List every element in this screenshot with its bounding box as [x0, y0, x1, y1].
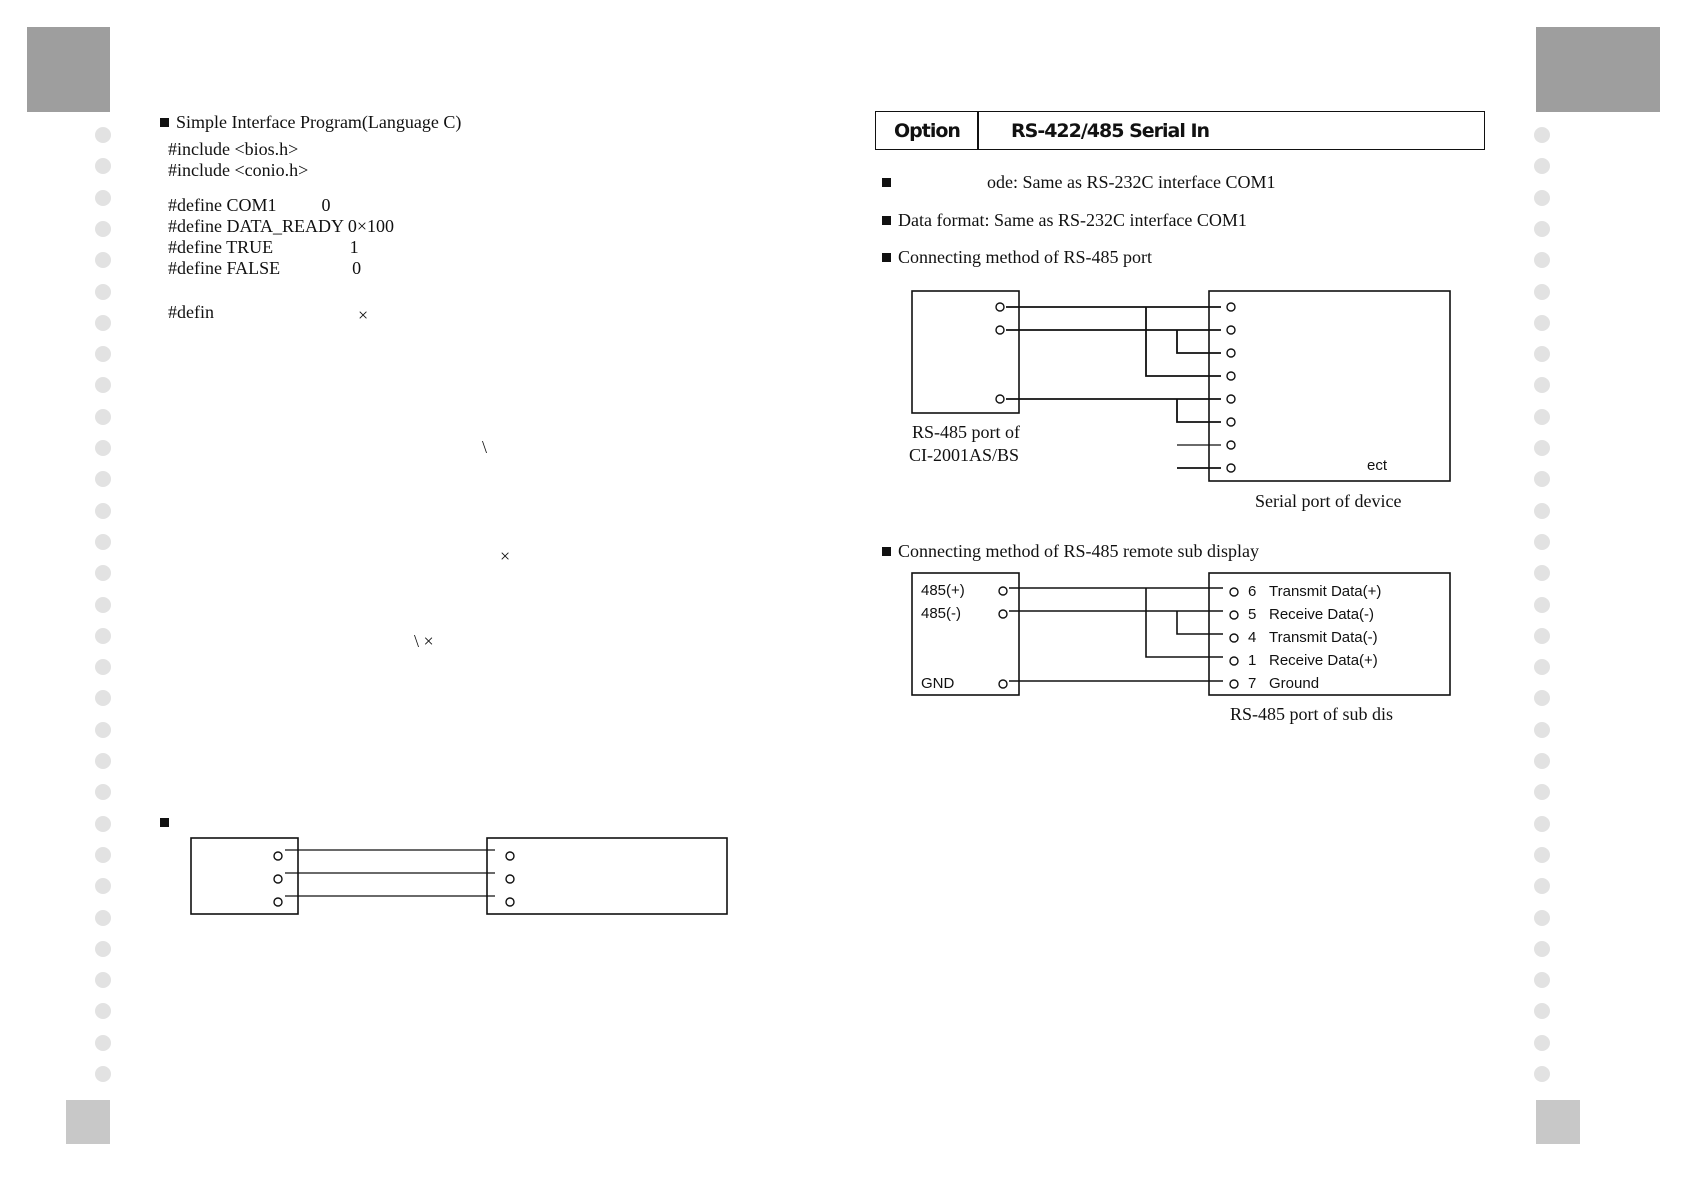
binder-hole	[95, 503, 111, 519]
binder-hole	[95, 722, 111, 738]
stray-mark-backslash-x: \ ×	[414, 631, 434, 651]
binder-hole	[95, 972, 111, 988]
bullet-connecting-rs485-text: Connecting method of RS-485 port	[898, 247, 1152, 267]
rs485-sub-display-diagram	[900, 567, 1460, 707]
binder-hole	[95, 878, 111, 894]
diagram1-bottom-caption: Serial port of device	[1255, 491, 1402, 511]
binder-hole	[1534, 910, 1550, 926]
code-line-5: #define TRUE 1	[168, 237, 359, 257]
bottom-bullet	[160, 812, 176, 833]
binder-hole	[95, 910, 111, 926]
binder-hole	[95, 315, 111, 331]
bullet-square-icon	[882, 216, 891, 225]
binder-hole	[1534, 315, 1550, 331]
program-heading-text: Simple Interface Program(Language C)	[176, 112, 462, 132]
left-pin-label-485-plus: 485(+)	[921, 582, 965, 599]
binder-hole	[95, 409, 111, 425]
binder-hole	[1534, 1003, 1550, 1019]
binder-hole	[95, 221, 111, 237]
binder-hole	[1534, 1066, 1550, 1082]
binder-hole	[1534, 847, 1550, 863]
binder-hole	[95, 565, 111, 581]
binder-hole	[95, 471, 111, 487]
binder-hole	[95, 158, 111, 174]
code-line-4: #define DATA_READY 0×100	[168, 216, 395, 236]
code-line-6: #define FALSE 0	[168, 258, 362, 278]
stray-mark-backslash: \	[482, 437, 488, 457]
binder-hole	[1534, 377, 1550, 393]
bullet-square-icon	[160, 118, 169, 127]
binder-hole	[1534, 628, 1550, 644]
corner-tab-bottom-right	[1536, 1100, 1580, 1144]
right-pin-label: Transmit Data(-)	[1269, 629, 1378, 646]
bullet-square-icon	[882, 178, 891, 187]
binder-hole	[1534, 284, 1550, 300]
bullet-connecting-sub-display	[882, 541, 1259, 562]
binder-hole	[95, 597, 111, 613]
binder-hole	[95, 816, 111, 832]
right-pin-label: Receive Data(-)	[1269, 606, 1375, 623]
diagram1-left-caption-2: CI-2001AS/BS	[909, 445, 1020, 465]
rs232-wiring-diagram	[185, 832, 735, 922]
binder-hole	[1534, 941, 1550, 957]
binder-hole	[1534, 252, 1550, 268]
binder-hole	[95, 127, 111, 143]
binder-hole	[1534, 753, 1550, 769]
binder-hole	[95, 659, 111, 675]
binder-hole	[1534, 221, 1550, 237]
binder-hole	[1534, 471, 1550, 487]
code-line-2: #include <conio.h>	[168, 160, 309, 180]
section-title: RS-422/485 Serial In	[1011, 119, 1210, 142]
binder-hole	[1534, 1035, 1550, 1051]
bullet-data-format-text: Data format: Same as RS-232C interface COM1	[898, 210, 1247, 230]
binder-hole	[95, 377, 111, 393]
binder-hole	[95, 1035, 111, 1051]
binder-hole	[1534, 722, 1550, 738]
binder-hole	[95, 346, 111, 362]
bullet-sub-display-text: Connecting method of RS-485 remote sub display	[898, 541, 1259, 561]
binder-hole	[1534, 409, 1550, 425]
binder-hole	[1534, 190, 1550, 206]
binder-hole	[1534, 972, 1550, 988]
bullet-square-icon	[882, 253, 891, 262]
binder-hole	[95, 690, 111, 706]
binder-hole	[95, 284, 111, 300]
diagram1-fragment-label: ect	[1367, 457, 1388, 474]
stray-mark-x-2: ×	[500, 546, 511, 566]
bullet-connecting-rs485	[882, 247, 1152, 268]
diagram2-bottom-caption: RS-485 port of sub dis	[1230, 704, 1394, 724]
binder-hole	[1534, 878, 1550, 894]
corner-tab-top-right	[1536, 27, 1660, 112]
binder-hole	[1534, 158, 1550, 174]
bullet-square-icon	[160, 818, 169, 827]
binder-hole	[95, 753, 111, 769]
stray-mark-x: ×	[358, 305, 369, 325]
code-line-1: #include <bios.h>	[168, 139, 299, 159]
binder-hole	[95, 784, 111, 800]
binder-hole	[95, 628, 111, 644]
bullet-mode	[882, 172, 1275, 193]
code-line-7: #defin	[168, 302, 214, 322]
left-pin-label-gnd: GND	[921, 675, 955, 692]
bullet-mode-text: ode: Same as RS-232C interface COM1	[987, 172, 1276, 192]
binder-hole	[1534, 597, 1550, 613]
right-pin-number: 4	[1248, 629, 1257, 646]
right-pin-number: 7	[1248, 675, 1257, 692]
corner-tab-bottom-left	[66, 1100, 110, 1144]
option-label: Option	[894, 119, 960, 142]
right-pin-number: 1	[1248, 652, 1257, 669]
right-pin-number: 6	[1248, 583, 1257, 600]
binder-hole	[1534, 816, 1550, 832]
binder-hole	[1534, 127, 1550, 143]
diagram1-left-caption-1: RS-485 port of	[912, 422, 1020, 442]
right-pin-label: Receive Data(+)	[1269, 652, 1378, 669]
binder-hole	[1534, 659, 1550, 675]
binder-hole	[1534, 346, 1550, 362]
left-pin-label-485-minus: 485(-)	[921, 605, 962, 622]
binder-hole	[95, 1003, 111, 1019]
binder-hole	[1534, 534, 1550, 550]
corner-tab-top-left	[27, 27, 110, 112]
header-divider	[977, 112, 979, 149]
right-pin-label: Ground	[1269, 675, 1320, 692]
binder-hole	[95, 1066, 111, 1082]
bullet-data-format	[882, 210, 1247, 231]
bullet-square-icon	[882, 547, 891, 556]
binder-hole	[1534, 784, 1550, 800]
section-header	[875, 111, 1485, 150]
code-line-3: #define COM1 0	[168, 195, 331, 215]
right-pin-number: 5	[1248, 606, 1257, 623]
binder-hole	[1534, 503, 1550, 519]
binder-hole	[95, 847, 111, 863]
binder-hole	[95, 941, 111, 957]
binder-hole	[1534, 690, 1550, 706]
program-heading	[160, 112, 461, 133]
binder-hole	[95, 252, 111, 268]
binder-hole	[95, 534, 111, 550]
binder-hole	[95, 190, 111, 206]
binder-hole	[1534, 440, 1550, 456]
right-pin-label: Transmit Data(+)	[1269, 583, 1382, 600]
binder-hole	[95, 440, 111, 456]
binder-hole	[1534, 565, 1550, 581]
